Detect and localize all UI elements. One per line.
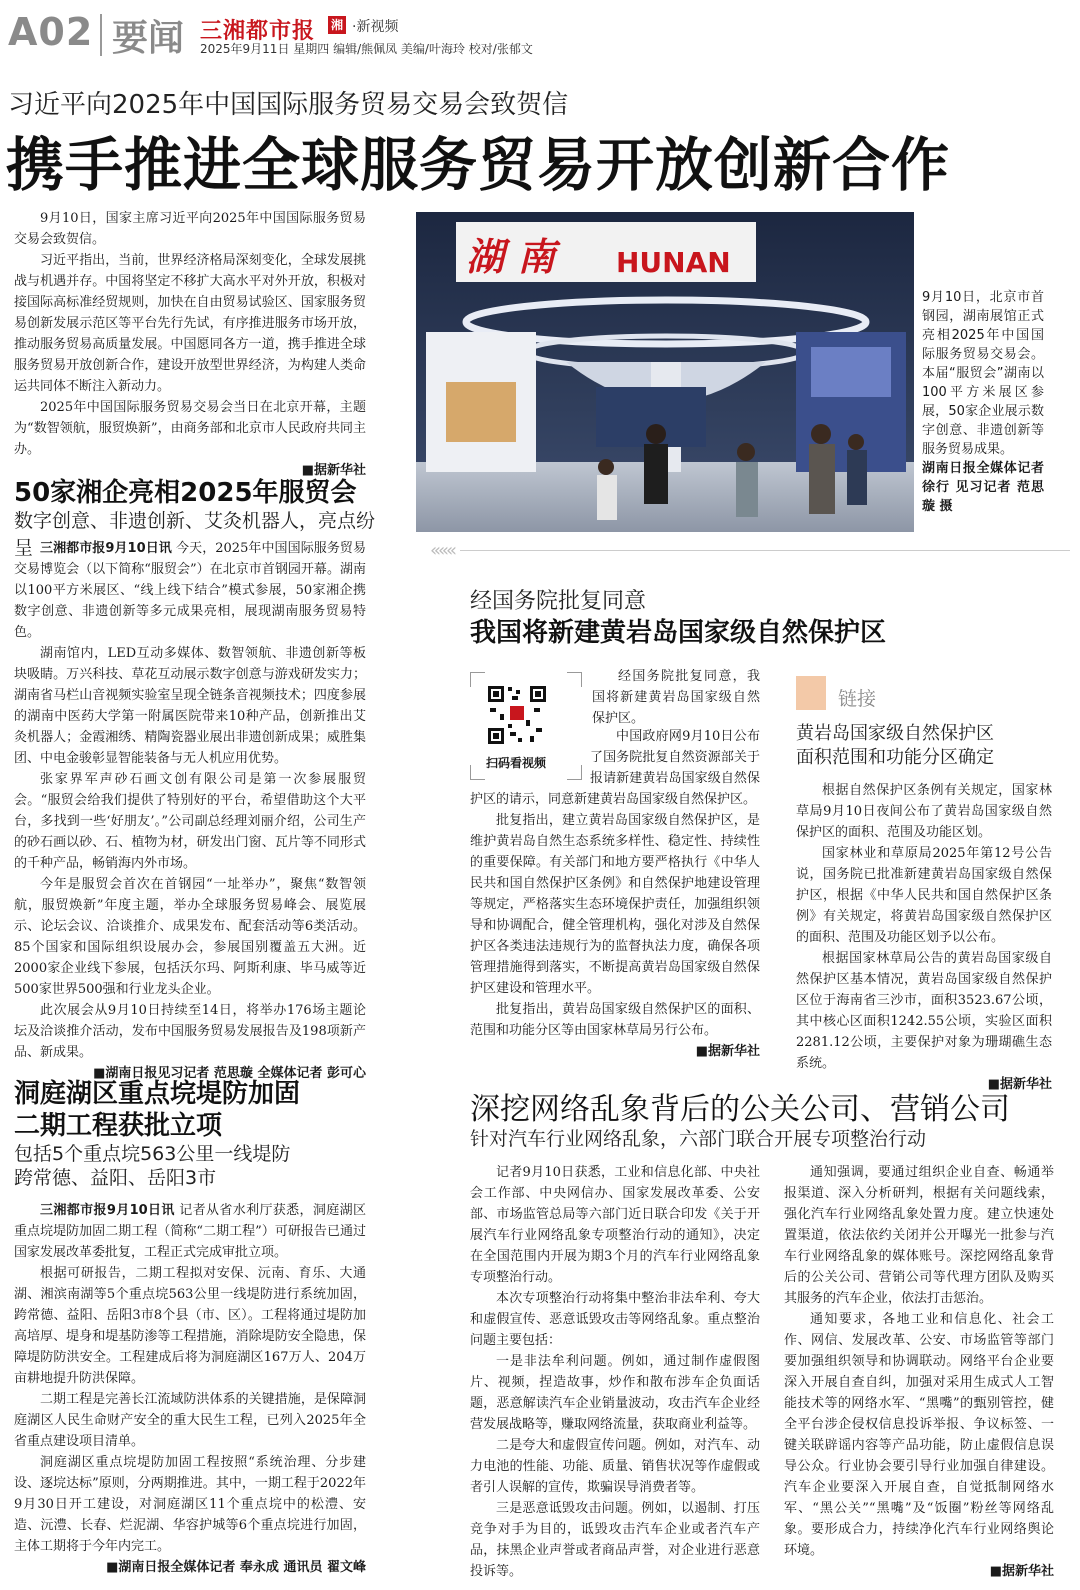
link-paragraph: 根据自然保护区条例有关规定，国家林草局9月10日夜间公布了黄岩岛国家级自然保护区的面积、范围及功能区划。 <box>796 783 1052 840</box>
link-title-line: 面积范围和功能分区确定 <box>796 747 994 768</box>
video-logo-icon: 湘 <box>328 16 346 34</box>
reserve-paragraph: 批复指出，建立黄岩岛国家级自然保护区，是维护黄岩岛自然生态系统多样性、稳定性、持续性的重要保障。有关部门和地方要严格执行《中华人民共和国自然保护区条例》和自然保护地建设管理等规定，严格落实生态环境保护责任，加强组织领导和协调配合，健全管理机构，强化对涉及自然保护区各类违法违规行为的监督执法力度，确保各项管理措施得到落实，不断提高黄岩岛国家级自然保护区建设和管理水平。 <box>470 813 760 996</box>
dongting-body <box>14 1200 366 1578</box>
link-label: 链接 <box>838 688 877 710</box>
dongting-source: ■湖南日报全媒体记者 奉永成 通讯员 翟文峰 <box>106 1560 366 1575</box>
lead-body <box>14 208 366 481</box>
netpr-paragraph: 本次专项整治行动将集中整治非法牟利、夸大和虚假宣传、恶意诋毁攻击等网络乱象。重点整治问题主要包括： <box>470 1291 760 1348</box>
hunan-source: ■湖南日报见习记者 范思璇 全媒体记者 彭可心 <box>93 1066 366 1081</box>
lead-paragraph: 2025年中国国际服务贸易交易会当日在北京开幕，主题为“数智领航，服贸焕新”，由商务部和北京市人民政府共同主办。 <box>14 400 366 457</box>
hunan-paragraph: 今天，2025年中国国际服务贸易交易博览会（以下简称“服贸会”）在北京市首钢园开幕。湖南以100平方米展区、“线上线下结合”模式参展，50家湘企携数字创意、非遗创新等多元成果亮相，展现湖南服务贸易特色。 <box>14 541 366 640</box>
dongting-paragraph: 二期工程是完善长江流域防洪体系的关键措施，是保障洞庭湖区人民生命财产安全的重大民生工程，已列入2025年全省重点建设项目清单。 <box>14 1392 366 1449</box>
netpr-source: ■据新华社 <box>989 1564 1054 1579</box>
netpr-paragraph: 一是非法牟利问题。例如，通过制作虚假图片、视频，捏造故事，炒作和散布涉车企负面话题，恶意解读汽车企业销量波动，攻击汽车企业经营发展战略等，赚取网络流量，获取商业利益等。 <box>470 1354 760 1432</box>
svg-text:湖 南: 湖 南 <box>466 234 556 279</box>
link-source: ■据新华社 <box>987 1077 1052 1092</box>
dongting-lead-tag: 三湘都市报9月10日讯 <box>40 1203 175 1218</box>
section-divider <box>460 550 1070 551</box>
pavilion-sign-text: HUNAN <box>616 246 731 279</box>
dongting-paragraph: 根据可研报告，二期工程拟对安保、沅南、育乐、大通湖、湘滨南湖等5个重点垸563公里一线堤防进行系统加固，跨常德、益阳、岳阳3市8个县（市、区）。工程将通过堤防加高培厚、堤身和堤基防渗等工程措施，消除堤防安全隐患，保障堤防防洪安全。工程建成后将为洞庭湖区167万人、204万亩耕地提升防洪保障。 <box>14 1266 366 1386</box>
lead-paragraph: 9月10日，国家主席习近平向2025年中国国际服务贸易交易会致贺信。 <box>14 211 366 247</box>
hunan-paragraph: 此次展会从9月10日持续至14日，将举办176场主题论坛及洽谈推介活动，发布中国服务贸易发展报告及198项新产品、新成果。 <box>14 1003 366 1060</box>
lead-title: 携手推进全球服务贸易开放创新合作 <box>6 131 951 199</box>
netpr-paragraph: 二是夸大和虚假宣传问题。例如，对汽车、动力电池的性能、功能、质量、销售状况等作虚假或者引人误解的宣传，欺骗误导消费者等。 <box>470 1438 760 1495</box>
paper-name: 三湘都市报 <box>200 19 316 44</box>
reserve-body <box>470 726 760 1062</box>
link-icon <box>796 676 826 710</box>
photo-caption <box>922 288 1044 516</box>
dongting-subtitle <box>14 1142 384 1190</box>
link-body <box>796 780 1052 1095</box>
section-name: 要闻 <box>112 18 185 59</box>
lead-source: ■据新华社 <box>301 463 366 478</box>
qr-label: 扫码看视频 <box>485 756 546 770</box>
link-paragraph: 根据国家林草局公告的黄岩岛国家级自然保护区基本情况，黄岩岛国家级自然保护区位于海南省三沙市，面积3523.67公顷，其中核心区面积1242.55公顷，实验区面积2281.12公顷，主要保护对象为珊瑚礁生态系统。 <box>796 951 1052 1071</box>
reserve-paragraph: 中国政府网9月10日公布了国务院批复自然资源部关于报请新建黄岩岛国家级自然保护区的请示，同意新建黄岩岛国家级自然保护区。 <box>470 729 760 807</box>
photo-caption-text: 9月10日，北京市首钢园，湖南展馆正式亮相2025年中国国际服务贸易交易会。本届“服贸会”湖南以100平方米展区参展，50家企业展示数字创意、非遗创新等服务贸易成果。 <box>922 290 1044 457</box>
chevron-left-icon: ««« <box>430 540 455 561</box>
masthead-info: 2025年9月11日 星期四 编辑/熊佩凤 美编/叶海玲 校对/张郁文 <box>200 42 533 56</box>
reserve-title: 我国将新建黄岩岛国家级自然保护区 <box>470 618 887 648</box>
link-title-line: 黄岩岛国家级自然保护区 <box>796 723 994 744</box>
hunan-pavilion-photo <box>416 212 914 532</box>
lead-kicker: 习近平向2025年中国国际服务贸易交易会致贺信 <box>8 90 569 120</box>
dongting-subtitle-line: 跨常德、益阳、岳阳3市 <box>14 1167 217 1189</box>
netpr-col1 <box>470 1162 760 1582</box>
dongting-paragraph: 洞庭湖区重点垸堤防加固工程按照“系统治理、分步建设、逐垸达标”原则，分两期推进。其中，一期工程于2022年9月30日开工建设，对洞庭湖区11个重点垸中的松澧、安造、沅澧、长春、烂泥湖、华容护城等6个重点垸进行加固，主体工期将于今年内完工。 <box>14 1455 366 1554</box>
dongting-title-line: 二期工程获批立项 <box>14 1111 223 1141</box>
netpr-paragraph: 通知要求，各地工业和信息化、社会工作、网信、发展改革、公安、市场监管等部门要加强组织领导和协调联动。网络平台企业要深入开展自查自纠，加强对采用生成式人工智能技术等的网络水军、“黑嘴”的甄别管控，健全平台涉企侵权信息投诉举报、争议标签、一键关联辟谣内容等产品功能，防止虚假信息误导公众。行业协会要引导行业加强自律建设。汽车企业要深入开展自查，自觉抵制网络水军、“黑公关”“黑嘴”及“饭圈”粉丝等网络乱象。要形成合力，持续净化汽车行业网络舆论环境。 <box>784 1312 1054 1558</box>
photo-credit: 湖南日报全媒体记者 徐行 见习记者 范思璇 摄 <box>922 461 1044 514</box>
netpr-subtitle: 针对汽车行业网络乱象，六部门联合开展专项整治行动 <box>470 1128 927 1150</box>
netpr-col2 <box>784 1162 1054 1582</box>
dongting-title <box>14 1078 384 1142</box>
hunan-title: 50家湘企亮相2025年服贸会 <box>14 478 357 508</box>
dongting-subtitle-line: 包括5个重点垸563公里一线堤防 <box>14 1143 291 1165</box>
video-brand: ·新视频 <box>352 19 399 35</box>
exhibition-photo-illustration <box>416 212 914 532</box>
reserve-paragraph: 批复指出，黄岩岛国家级自然保护区的面积、范围和功能分区等由国家林草局另行公布。 <box>470 1002 760 1038</box>
masthead-divider <box>100 14 102 56</box>
netpr-paragraph: 三是恶意诋毁攻击问题。例如，以遏制、打压竞争对手为目的，诋毁攻击汽车企业或者汽车产品，抹黑企业声誉或者商品声誉，对企业进行恶意投诉等。 <box>470 1501 760 1579</box>
reserve-kicker: 经国务院批复同意 <box>470 589 647 614</box>
hunan-lead-tag: 三湘都市报9月10日讯 <box>40 541 172 556</box>
netpr-paragraph: 通知强调，要通过组织企业自查、畅通举报渠道、深入分析研判，根据有关问题线索，强化汽车行业网络乱象处置力度。建立快速处置渠道，依法依约关闭并公开曝光一批参与汽车行业网络乱象的媒体账号。深挖网络乱象背后的公关公司、营销公司等代理方团队及购买其服务的汽车企业，依法打击惩治。 <box>784 1165 1054 1306</box>
dongting-title-line: 洞庭湖区重点垸堤防加固 <box>14 1079 301 1109</box>
hunan-paragraph: 张家界军声砂石画文创有限公司是第一次参展服贸会。“服贸会给我们提供了特别好的平台，希望借助这个大平台，多找到一些‘好朋友’。”公司副总经理刘丽介绍，公司生产的砂石画以砂、石、植物为材，研发出门窗、瓦片等不同形式的千种产品，畅销海内外市场。 <box>14 772 366 871</box>
reserve-body-top <box>592 666 760 729</box>
netpr-paragraph: 记者9月10日获悉，工业和信息化部、中央社会工作部、中央网信办、国家发展改革委、公安部、市场监管总局等六部门近日联合印发《关于开展汽车行业网络乱象专项整治行动的通知》，决定在全国范围内开展为期3个月的汽车行业网络乱象专项整治行动。 <box>470 1165 760 1285</box>
hunan-paragraph: 今年是服贸会首次在首钢园“一址举办”，聚焦“数智领航，服贸焕新”年度主题，举办全球服务贸易峰会、展览展示、论坛会议、洽谈推介、成果发布、配套活动等6类活动。85个国家和国际组织设展办会，参展国别覆盖五大洲。近2000家企业线下参展，包括沃尔玛、阿斯利康、毕马威等近500家世界500强和行业龙头企业。 <box>14 877 366 997</box>
page-number: A02 <box>8 10 94 54</box>
hunan-subtitle: 数字创意、非遗创新、艾灸机器人，亮点纷呈 <box>14 510 376 559</box>
link-paragraph: 国家林业和草原局2025年第12号公告说，国务院已批准新建黄岩岛国家级自然保护区，根据《中华人民共和国自然保护区条例》有关规定，将黄岩岛国家级自然保护区的面积、范围及功能区划予以公布。 <box>796 846 1052 945</box>
dongting-paragraph: 记者从省水利厅获悉，洞庭湖区重点垸堤防加固二期工程（简称“二期工程”）可研报告已通过国家发展改革委批复，工程正式完成审批立项。 <box>14 1203 366 1260</box>
reserve-source: ■据新华社 <box>695 1044 760 1059</box>
netpr-title: 深挖网络乱象背后的公关公司、营销公司 <box>470 1092 1010 1127</box>
link-title <box>796 722 1052 770</box>
lead-paragraph: 习近平指出，当前，世界经济格局深刻变化，全球发展挑战与机遇并存。中国将坚定不移扩大高水平对外开放，积极对接国际高标准经贸规则，加快在自由贸易试验区、国家服务贸易创新发展示范区等平台先行先试，有序推进服务市场开放，推动服务贸易高质量发展。中国愿同各方一道，携手推进全球服务贸易开放创新合作，建设开放型世界经济，为构建人类命运共同体不断注入新动力。 <box>14 253 366 394</box>
hunan-body <box>14 538 366 1084</box>
reserve-paragraph: 经国务院批复同意，我国将新建黄岩岛国家级自然保护区。 <box>592 669 760 726</box>
hunan-paragraph: 湖南馆内，LED互动多媒体、数智领航、非遗创新等板块吸睛。万兴科技、草花互动展示数字创意与游戏研发实力；湖南省马栏山音视频实验室呈现全链条音视频技术；四度参展的湖南中医药大学第一附属医院带来10种产品，创新推出艾灸机器人；金霞湘绣、精陶瓷器业展出非遗创新成果；威胜集团、中电金骏彰显智能装备与无人机应用优势。 <box>14 646 366 766</box>
